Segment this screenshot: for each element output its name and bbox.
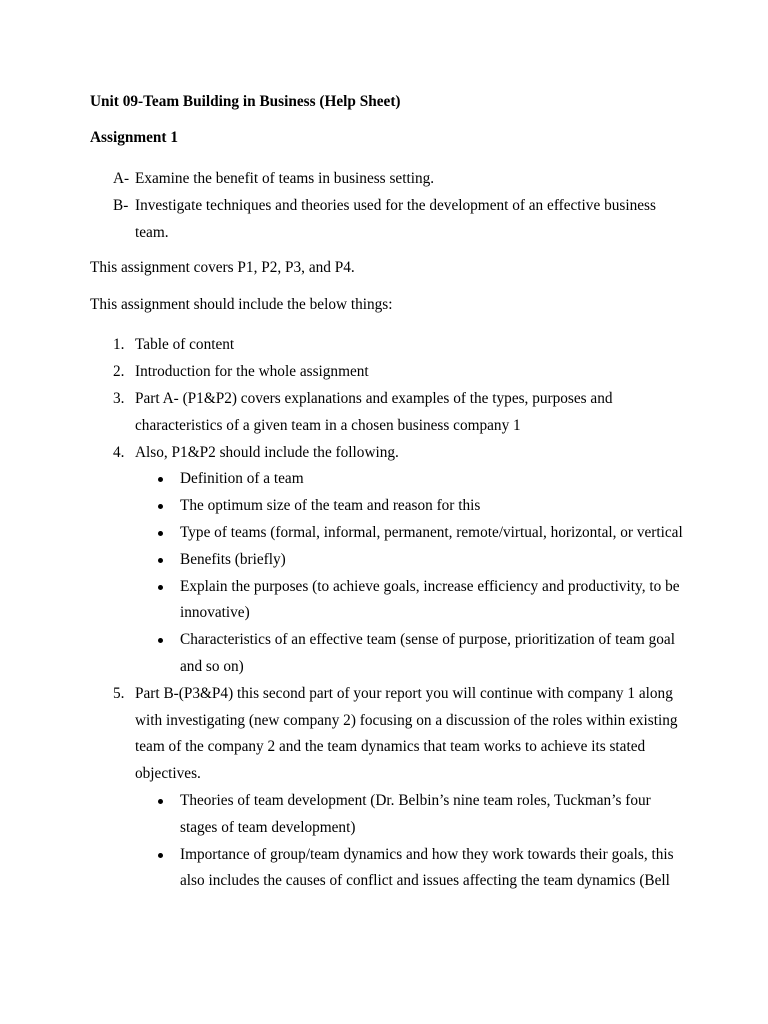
objective-text: Investigate techniques and theories used for the development of an effective business team.	[135, 196, 656, 241]
bullet-item	[135, 842, 690, 896]
bullet-text: Definition of a team	[180, 470, 304, 488]
objective-text: Examine the benefit of teams in business setting.	[135, 170, 435, 187]
objectives-list	[90, 166, 690, 246]
requirement-marker: 2.	[113, 363, 125, 381]
part-b-bullets	[135, 788, 690, 895]
include-intro-text: This assignment should include the below things:	[90, 296, 393, 314]
requirement-text: Table of content	[135, 336, 235, 354]
bullet-dot-icon	[158, 585, 163, 590]
bullet-text: The optimum size of the team and reason for this	[180, 497, 481, 515]
requirement-item	[90, 681, 690, 895]
requirement-text: Part A- (P1&P2) covers explanations and examples of the types, purposes and characteristics of a given team in a chosen business company 1	[135, 389, 613, 434]
bullet-dot-icon	[158, 638, 163, 643]
objective-item	[90, 193, 690, 247]
coverage-text: This assignment covers P1, P2, P3, and P4.	[90, 259, 355, 277]
bullet-item	[135, 466, 690, 493]
objective-marker: B-	[113, 196, 129, 214]
bullet-dot-icon	[158, 853, 163, 858]
bullet-item	[135, 627, 690, 681]
objective-item	[90, 166, 690, 193]
bullet-item	[135, 788, 690, 842]
objective-marker: A-	[113, 170, 130, 187]
requirement-text: Introduction for the whole assignment	[135, 363, 369, 381]
bullet-dot-icon	[158, 477, 163, 482]
document-body	[90, 92, 690, 895]
part-a-bullets	[135, 466, 690, 680]
bullet-item	[135, 520, 690, 547]
bullet-dot-icon	[158, 531, 163, 536]
bullet-text: Characteristics of an effective team (sense of purpose, prioritization of team goal and so on)	[180, 631, 675, 675]
requirement-item	[90, 332, 690, 359]
bullet-item	[135, 493, 690, 520]
bullet-dot-icon	[158, 558, 163, 563]
bullet-text: Theories of team development (Dr. Belbin’s nine team roles, Tuckman’s four stages of team development)	[180, 791, 651, 836]
requirement-item	[90, 386, 690, 440]
assignment-heading: Assignment 1	[90, 129, 178, 146]
bullet-item	[135, 547, 690, 574]
requirement-marker: 1.	[113, 336, 125, 354]
requirements-list	[90, 332, 690, 895]
bullet-dot-icon	[158, 504, 163, 509]
requirement-marker: 5.	[113, 684, 125, 702]
requirement-item	[90, 440, 690, 681]
bullet-text: Importance of group/team dynamics and how they work towards their goals, this also includes the causes of conflict and issues affecting the team dynamics (Bell	[180, 845, 674, 890]
requirement-marker: 3.	[113, 389, 125, 407]
bullet-dot-icon	[158, 799, 163, 804]
requirement-text: Also, P1&P2 should include the following.	[135, 443, 399, 461]
requirement-marker: 4.	[113, 443, 125, 461]
bullet-text: Explain the purposes (to achieve goals, increase efficiency and productivity, to be innovative)	[180, 577, 680, 622]
bullet-text: Benefits (briefly)	[180, 550, 286, 568]
requirement-item	[90, 359, 690, 386]
bullet-text: Type of teams (formal, informal, permanent, remote/virtual, horizontal, or vertical	[180, 523, 683, 541]
requirement-text: Part B-(P3&P4) this second part of your report you will continue with company 1 along with investigating (new company 2) focusing on a discussion of the roles within existing team of the company 2 and the team dynamics that team works to achieve its stated objectives.	[135, 684, 678, 783]
document-title: Unit 09-Team Building in Business (Help Sheet)	[90, 93, 401, 110]
bullet-item	[135, 574, 690, 628]
